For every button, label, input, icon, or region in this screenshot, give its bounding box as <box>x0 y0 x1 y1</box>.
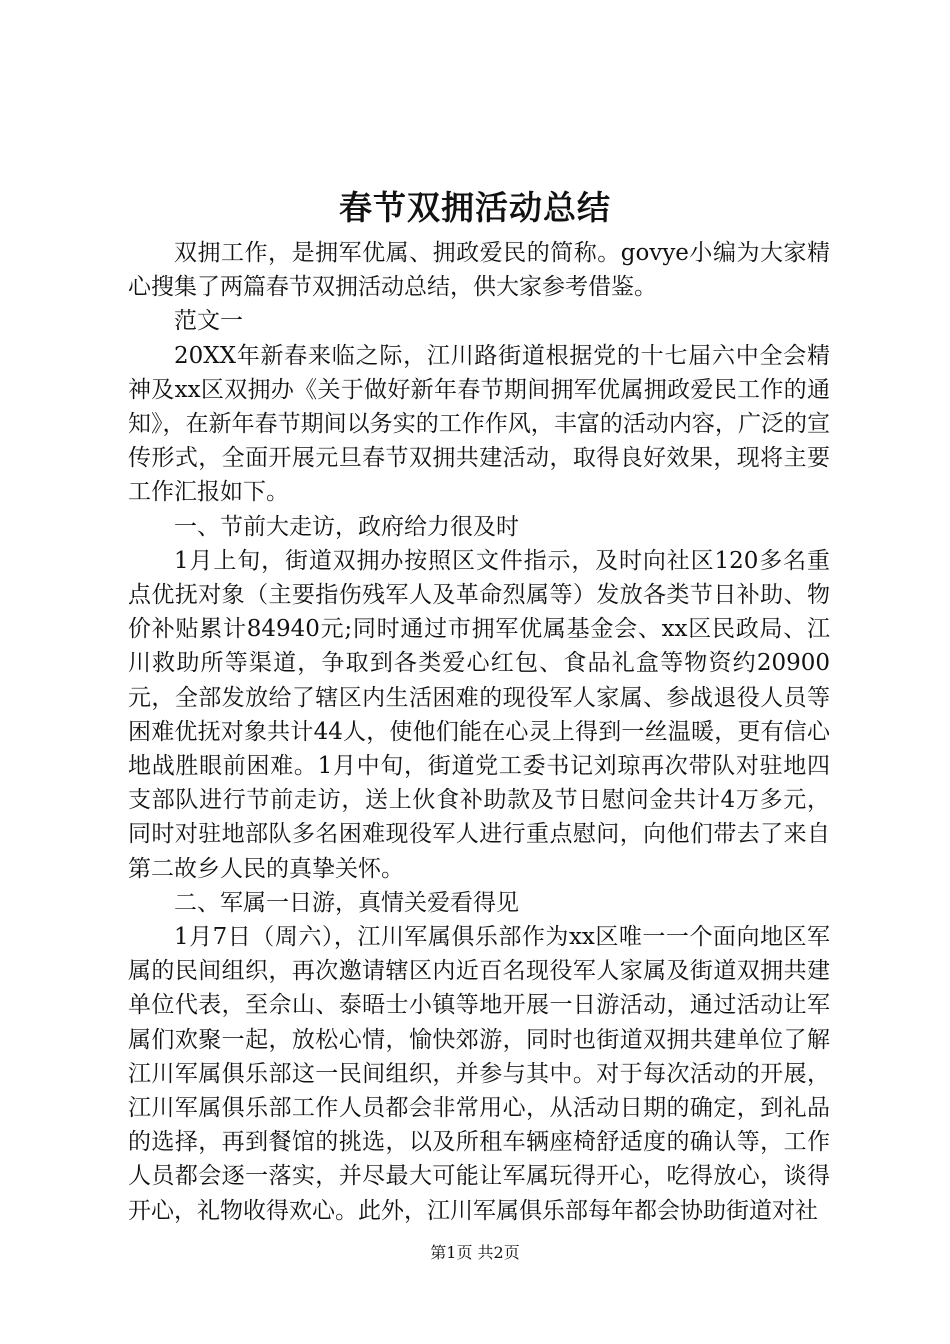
paragraph-section-1: 1月上旬，街道双拥办按照区文件指示，及时向社区120多名重点优抚对象（主要指伤残军人及革命烈属等）发放各类节日补助、物价补贴累计84940元;同时通过市拥军优属基金会、xx区民政局、江川救助所等渠道，争取到各类爱心红包、食品礼盒等物资约20900元，全部发放给了辖区内生活困难的现役军人家属、参战退役人员等困难优抚对象共计44人，使他们能在心灵上得到一丝温暖，更有信心地战胜眼前困难。1月中旬，街道党工委书记刘琼再次带队对驻地四支部队进行节前走访，送上伙食补助款及节日慰问金共计4万多元，同时对驻地部队多名困难现役军人进行重点慰问，向他们带去了来自第二故乡人民的真挚关怀。 <box>128 547 830 882</box>
paragraph-sample-heading: 范文一 <box>174 308 243 335</box>
document-title: 春节双拥活动总结 <box>339 188 611 227</box>
document-body <box>128 236 830 1228</box>
paragraph-section-2: 1月7日（周六），江川军属俱乐部作为xx区唯一一个面向地区军属的民间组织，再次邀请辖区内近百名现役军人家属及街道双拥共建单位代表，至佘山、泰晤士小镇等地开展一日游活动，通过活动让军属们欢聚一起，放松心情，愉快郊游，同时也街道双拥共建单位了解江川军属俱乐部这一民间组织，并参与其中。对于每次活动的开展，江川军属俱乐部工作人员都会非常用心，从活动日期的确定，到礼品的选择，再到餐馆的挑选，以及所租车辆座椅舒适度的确认等，工作人员都会逐一落实，并尽最大可能让军属玩得开心，吃得放心，谈得开心，礼物收得欢心。此外，江川军属俱乐部每年都会协助街道对社 <box>128 924 830 1224</box>
section-heading-1: 一、节前大走访，政府给力很及时 <box>174 513 519 540</box>
paragraph-intro: 双拥工作，是拥军优属、拥政爱民的简称。govye小编为大家精心搜集了两篇春节双拥活动总结，供大家参考借鉴。 <box>128 240 830 301</box>
section-heading-2: 二、军属一日游，真情关爱看得见 <box>174 889 519 916</box>
paragraph-overview: 20XX年新春来临之际，江川路街道根据党的十七届六中全会精神及xx区双拥办《关于做好新年春节期间拥军优属拥政爱民工作的通知》，在新年春节期间以务实的工作作风，丰富的活动内容，广泛的宣传形式，全面开展元旦春节双拥共建活动，取得良好效果，现将主要工作汇报如下。 <box>128 342 830 506</box>
page-footer: 第1页 共2页 <box>430 1243 520 1262</box>
